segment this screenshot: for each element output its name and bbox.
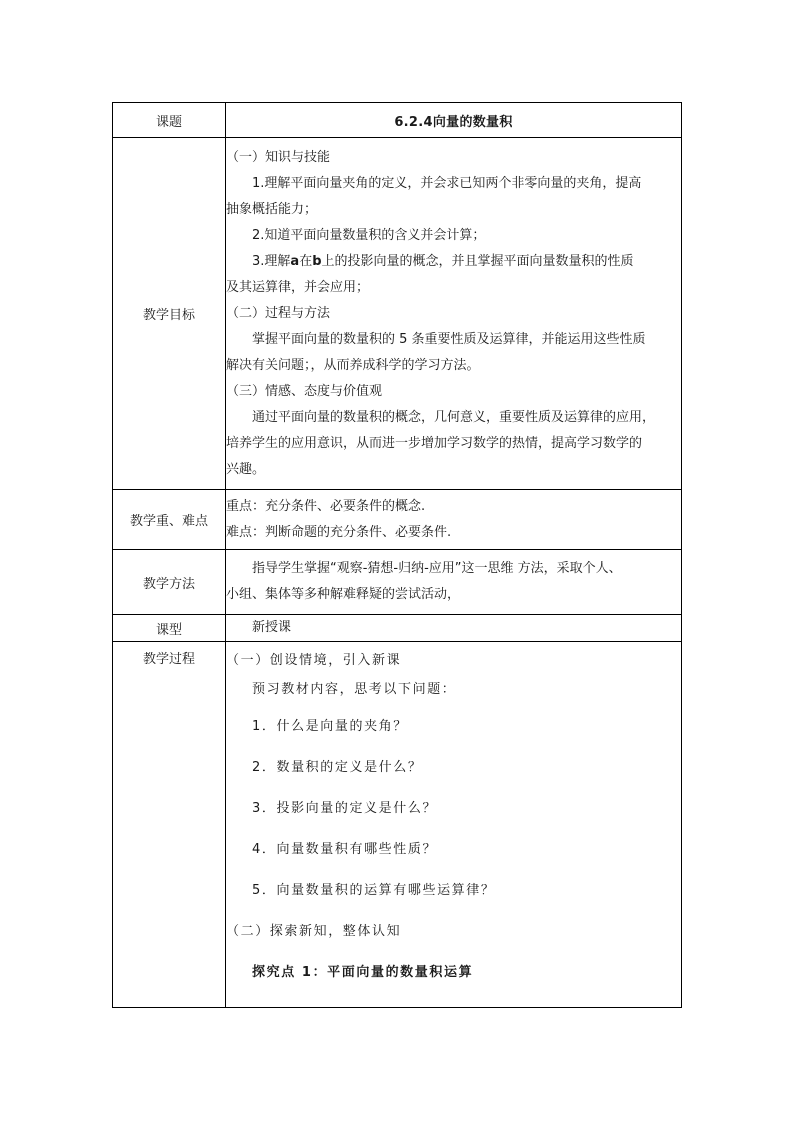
method-label: 教学方法 [142, 576, 195, 592]
course-type-label-cell [113, 615, 226, 642]
process-sec2-heading: （二）探索新知，整体认知 [226, 924, 402, 939]
explore-point-1: 探究点 1：平面向量的数量积运算 [252, 965, 474, 980]
objectives-sec1-heading: （一）知识与技能 [226, 150, 331, 165]
method-label-cell [113, 550, 226, 615]
process-sec1-heading: （一）创设情境，引入新课 [226, 653, 402, 668]
process-label-cell [113, 642, 226, 1008]
key-points-content [226, 490, 682, 550]
title-label: 课题 [155, 114, 182, 130]
key-points-label: 教学重、难点 [129, 514, 208, 529]
vector-a: a [290, 254, 300, 269]
objective-item-3-prefix: 3.理解 [252, 254, 291, 269]
objective-item-1-line2: 抽象概括能力； [226, 202, 318, 217]
method-line1: 指导学生掌握“观察-猜想-归纳-应用”这一思维 方法，采取个人、 [252, 561, 622, 576]
process-intro: 预习教材内容，思考以下问题： [252, 682, 457, 697]
objective-item-2: 2.知道平面向量数量积的含义并会计算； [252, 228, 486, 243]
process-question: 4．向量数量积有哪些性质？ [252, 842, 438, 857]
difficult-point-line: 难点：判断命题的充分条件、必要条件. [226, 525, 452, 540]
lesson-title: 6.2.4向量的数量积 [226, 103, 682, 138]
vector-b: b [312, 254, 322, 269]
objectives-sec3-heading: （三）情感、态度与价值观 [226, 384, 383, 399]
method-content [226, 550, 682, 615]
objectives-sec3-line3: 兴趣。 [226, 462, 266, 477]
objectives-sec3-line1: 通过平面向量的数量积的概念，几何意义，重要性质及运算律的应用， [252, 410, 656, 425]
objectives-sec2-heading: （二）过程与方法 [226, 306, 331, 321]
process-question: 3．投影向量的定义是什么？ [252, 801, 438, 816]
objectives-content [226, 138, 682, 490]
process-row [113, 642, 682, 1008]
objectives-sec2-line1: 掌握平面向量的数量积的 5 条重要性质及运算律，并能运用这些性质 [252, 332, 646, 347]
course-type-content [226, 615, 682, 642]
process-content [226, 642, 682, 1008]
method-line2: 小组、集体等多种解难释疑的尝试活动， [226, 587, 461, 602]
title-label-cell [113, 103, 226, 138]
process-question: 2．数量积的定义是什么？ [252, 760, 423, 775]
process-question: 5．向量数量积的运算有哪些运算律？ [252, 883, 496, 898]
course-type-value: 新授课 [252, 620, 292, 635]
objective-item-3-mid: 在 [299, 254, 313, 269]
objective-item-1-line1: 1.理解平面向量夹角的定义，并会求已知两个非零向量的夹角，提高 [252, 176, 642, 191]
course-type-label: 课型 [155, 622, 182, 638]
objectives-label: 教学目标 [142, 308, 195, 323]
process-label: 教学过程 [142, 652, 195, 667]
objective-item-3-line2: 及其运算律，并会应用； [226, 280, 370, 295]
key-points-label-cell [113, 490, 226, 550]
objective-item-3-suffix: 上的投影向量的概念，并且掌握平面向量数量积的性质 [321, 254, 634, 269]
key-points-row [113, 490, 682, 550]
objective-item-3-line1 [226, 249, 681, 275]
method-row [113, 550, 682, 615]
key-point-line: 重点：充分条件、必要条件的概念. [226, 499, 426, 514]
process-question: 1．什么是向量的夹角？ [252, 719, 408, 734]
objectives-sec2-line2: 解决有关问题；，从而养成科学的学习方法。 [226, 358, 480, 373]
lesson-plan-table [112, 102, 682, 1008]
course-type-row [113, 615, 682, 642]
objectives-label-cell [113, 138, 226, 490]
objectives-row [113, 138, 682, 490]
objectives-sec3-line2: 培养学生的应用意识，从而进一步增加学习数学的热情，提高学习数学的 [226, 436, 643, 451]
title-row [113, 103, 682, 138]
